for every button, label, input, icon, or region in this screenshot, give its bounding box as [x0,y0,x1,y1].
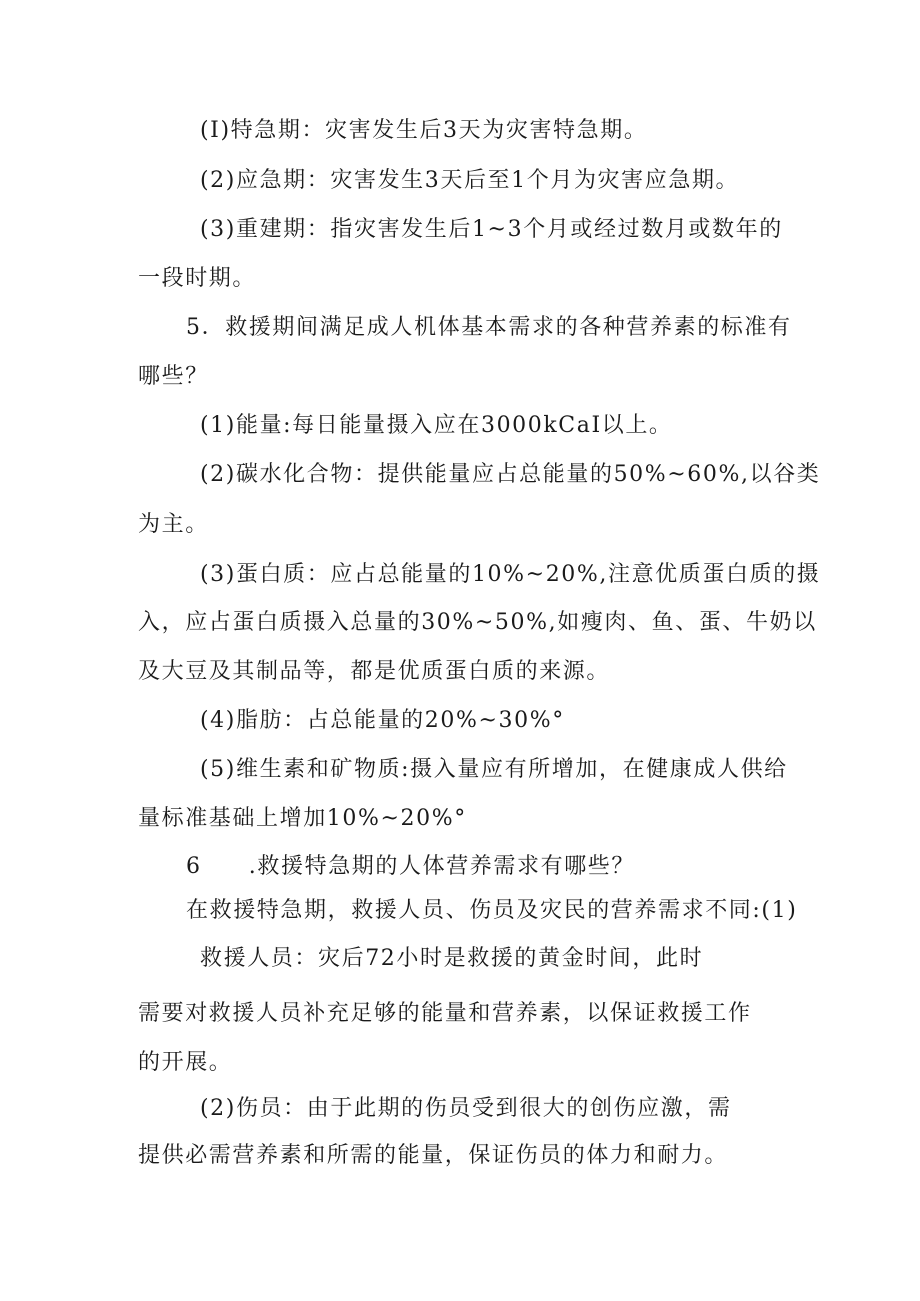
heading-question-5: 5．救援期间满足成人机体基本需求的各种营养素的标准有 [186,315,792,340]
text-line: 的开展。 [138,1050,233,1075]
text-line: 需要对救援人员补充足够的能量和营养素，以保证救援工作 [138,1001,752,1026]
text-line: (3)蛋白质：应占总能量的10%~20%,注意优质蛋白质的摄 [200,562,821,587]
text-line: (4)脂肪：占总能量的20%~30%° [200,708,565,733]
text-line: 哪些？ [138,364,209,389]
text-line: (5)维生素和矿物质:摄入量应有所增加，在健康成人供给 [200,757,788,782]
text-line: 为主。 [138,512,209,537]
text-line: 在救援特急期，救援人员、伤员及灾民的营养需求不同:(1) [186,898,798,923]
text-line: 及大豆及其制品等，都是优质蛋白质的来源。 [138,659,611,684]
text-line: 救援人员：灾后72小时是救援的黄金时间，此时 [200,946,704,971]
text-line: (2)碳水化合物：提供能量应占总能量的50%~60%,以谷类 [200,462,821,487]
text-line: (1)能量:每日能量摄入应在3000kCaI以上。 [200,413,673,438]
text-line: 量标准基础上增加10%~20%° [138,806,467,831]
text-line: (3)重建期：指灾害发生后1~3个月或经过数月或数年的 [200,217,783,242]
text-line: 提供必需营养素和所需的能量，保证伤员的体力和耐力。 [138,1143,729,1168]
text-line: (I)特急期：灾害发生后3天为灾害特急期。 [200,118,648,143]
text-line: (2)应急期：灾害发生3天后至1个月为灾害应急期。 [200,168,740,193]
text-line: 入，应占蛋白质摄入总量的30%~50%,如瘦肉、鱼、蛋、牛奶以 [138,610,817,635]
text-line: (2)伤员：由于此期的伤员受到很大的创伤应激，需 [200,1096,732,1121]
text-line: 一段时期。 [138,266,257,291]
heading-question-6: 6 .救援特急期的人体营养需求有哪些？ [186,854,635,879]
